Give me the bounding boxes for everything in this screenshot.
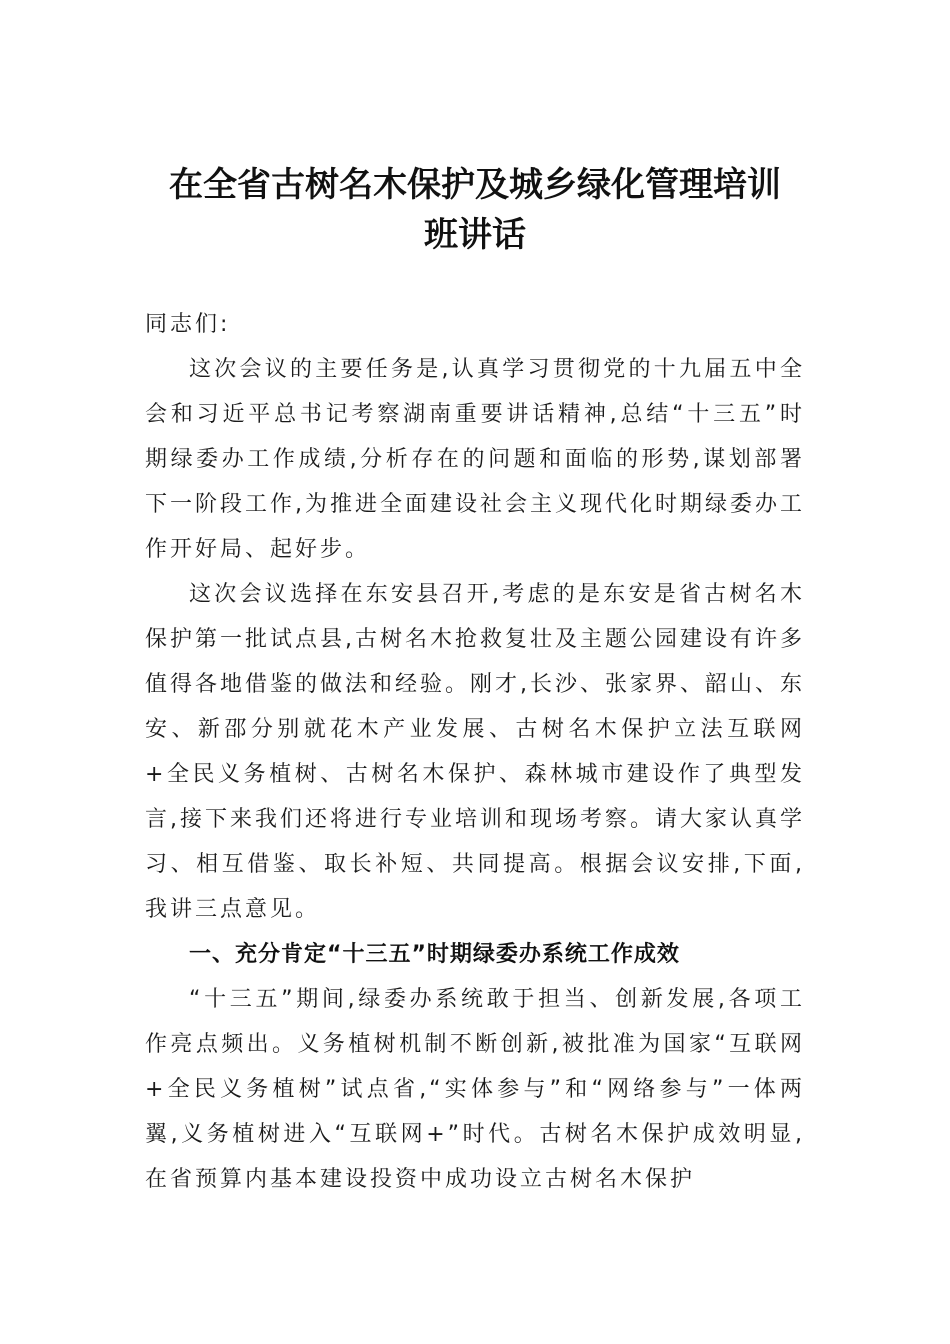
paragraph-1: 这次会议的主要任务是,认真学习贯彻党的十九届五中全会和习近平总书记考察湖南重要讲话精神,总结“十三五”时期绿委办工作成绩,分析存在的问题和面临的形势,谋划部署下一阶段工作,为推进全面建设社会主义现代化时期绿委办工作开好局、起好步。 bbox=[145, 357, 805, 562]
section-heading-1: 一、充分肯定“十三五”时期绿委办系统工作成效 bbox=[189, 942, 680, 967]
section-1-paragraph: “十三五”期间,绿委办系统敢于担当、创新发展,各项工作亮点频出。义务植树机制不断创新,被批准为国家“互联网+全民义务植树”试点省,“实体参与”和“网络参与”一体两翼,义务植树进入“互联网+”时代。古树名木保护成效明显,在省预算内基本建设投资中成功设立古树名木保护 bbox=[145, 987, 805, 1192]
salutation: 同志们: bbox=[145, 312, 231, 337]
title-line-2: 班讲话 bbox=[424, 215, 526, 255]
title-line-1: 在全省古树名木保护及城乡绿化管理培训 bbox=[169, 165, 781, 205]
document-title bbox=[145, 160, 805, 260]
document-body bbox=[145, 302, 805, 1202]
paragraph-2: 这次会议选择在东安县召开,考虑的是东安是省古树名木保护第一批试点县,古树名木抢救复壮及主题公园建设有许多值得各地借鉴的做法和经验。刚才,长沙、张家界、韶山、东安、新邵分别就花木产业发展、古树名木保护立法互联网+全民义务植树、古树名木保护、森林城市建设作了典型发言,接下来我们还将进行专业培训和现场考察。请大家认真学习、相互借鉴、取长补短、共同提高。根据会议安排,下面,我讲三点意见。 bbox=[145, 582, 805, 922]
